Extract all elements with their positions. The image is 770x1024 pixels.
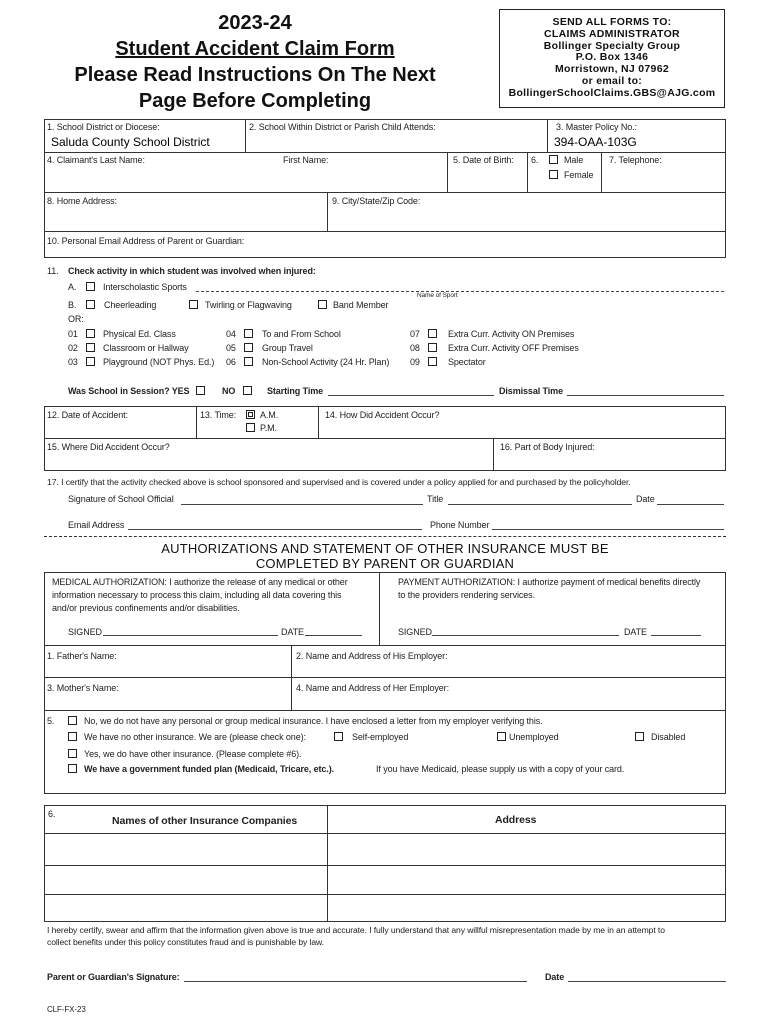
official-email-label: Email Address xyxy=(68,520,125,530)
father-name-label: 1. Father's Name: xyxy=(47,651,117,661)
affirmation-line: I hereby certify, swear and affirm that the information given above is true and accurate. I fully understand that any willful misrepresentation made by me in an attempt to xyxy=(47,925,665,935)
dismissal-time-line[interactable] xyxy=(567,395,724,396)
activity-num: 05 xyxy=(226,343,236,353)
government-plan-label: We have a government funded plan (Medicaid, Tricare, etc.). xyxy=(84,764,334,774)
cheerleading-checkbox[interactable] xyxy=(86,300,95,309)
pm-checkbox[interactable] xyxy=(246,423,255,432)
payment-signed-label: SIGNED xyxy=(398,627,432,637)
school-district-label: 1. School District or Diocese: xyxy=(47,122,160,132)
parent-signature-line[interactable] xyxy=(184,981,527,982)
parent-date-label: Date xyxy=(545,972,565,982)
official-title-label: Title xyxy=(427,494,444,504)
send-line: Bollinger Specialty Group xyxy=(543,39,681,52)
companies-number: 6. xyxy=(48,809,56,819)
school-in-session-question: Was School in Session? YES xyxy=(68,386,190,396)
send-line: CLAIMS ADMINISTRATOR xyxy=(544,27,680,40)
option-b-prefix: B. xyxy=(68,300,77,310)
school-official-signature-line[interactable] xyxy=(181,504,423,505)
payment-authorization-line: PAYMENT AUTHORIZATION: I authorize payment of medical benefits directly xyxy=(398,577,701,587)
parent-signature-label: Parent or Guardian's Signature: xyxy=(47,972,180,982)
has-other-insurance-label: Yes, we do have other insurance. (Please complete #6). xyxy=(84,749,302,759)
twirling-checkbox[interactable] xyxy=(189,300,198,309)
interscholastic-sports-label: Interscholastic Sports xyxy=(103,282,187,292)
government-plan-checkbox[interactable] xyxy=(68,764,77,773)
activity-num: 04 xyxy=(226,329,236,339)
unemployed-checkbox[interactable] xyxy=(497,732,506,741)
official-title-line[interactable] xyxy=(448,504,632,505)
gender-label: 6. xyxy=(531,155,539,165)
authorizations-heading-line-2: COMPLETED BY PARENT OR GUARDIAN xyxy=(255,556,515,571)
send-line: P.O. Box 1346 xyxy=(575,51,649,64)
mother-name-label: 3. Mother's Name: xyxy=(47,683,119,693)
claimant-last-name-label: 4. Claimant's Last Name: xyxy=(47,155,145,165)
activity-checkbox-03[interactable] xyxy=(86,357,95,366)
city-state-zip-label: 9. City/State/Zip Code: xyxy=(332,196,421,206)
female-checkbox[interactable] xyxy=(549,170,558,179)
activity-label: Physical Ed. Class xyxy=(103,329,176,339)
send-line: SEND ALL FORMS TO: xyxy=(552,16,672,28)
official-email-line[interactable] xyxy=(128,529,422,530)
band-member-checkbox[interactable] xyxy=(318,300,327,309)
how-accident-occurred-label: 14. How Did Accident Occur? xyxy=(325,410,440,420)
medical-date-line[interactable] xyxy=(305,635,362,636)
unemployed-label: Unemployed xyxy=(509,732,559,742)
name-of-sport-caption: Name of Sport xyxy=(417,292,458,299)
school-within-district-label: 2. School Within District or Parish Child Attends: xyxy=(249,122,436,132)
where-accident-occurred-label: 15. Where Did Accident Occur? xyxy=(47,442,170,452)
session-yes-checkbox[interactable] xyxy=(196,386,205,395)
send-line: Morristown, NJ 07962 xyxy=(555,63,669,76)
send-line: BollingerSchoolClaims.GBS@AJG.com xyxy=(508,86,716,99)
activity-checkbox-01[interactable] xyxy=(86,329,95,338)
self-employed-label: Self-employed xyxy=(352,732,409,742)
twirling-label: Twirling or Flagwaving xyxy=(205,300,292,310)
activity-num: 06 xyxy=(226,357,236,367)
medical-authorization-line: and/or previous confinements and/or disabilities. xyxy=(52,603,240,613)
first-name-label: First Name: xyxy=(283,155,329,165)
interscholastic-sports-checkbox[interactable] xyxy=(86,282,95,291)
send-forms-box xyxy=(499,9,725,108)
form-year: 2023-24 xyxy=(218,12,292,34)
starting-time-line[interactable] xyxy=(328,395,494,396)
or-label: OR: xyxy=(68,314,84,324)
official-date-line[interactable] xyxy=(657,504,724,505)
form-title: Student Accident Claim Form xyxy=(115,38,395,60)
activity-checkbox-02[interactable] xyxy=(86,343,95,352)
medical-authorization-line: information necessary to process this claim, including all data covering this xyxy=(52,590,342,600)
activity-label: Non-School Activity (24 Hr. Plan) xyxy=(262,357,390,367)
companies-address-header: Address xyxy=(495,814,537,826)
form-subtitle-line-1: Please Read Instructions On The Next xyxy=(74,64,436,86)
sport-name-line[interactable] xyxy=(196,291,724,292)
activity-label: To and From School xyxy=(262,329,341,339)
activity-checkbox-05[interactable] xyxy=(244,343,253,352)
no-insurance-label: No, we do not have any personal or group medical insurance. I have enclosed a letter from my employer verifying this. xyxy=(84,716,543,726)
no-other-insurance-label: We have no other insurance. We are (please check one): xyxy=(84,732,306,742)
dismissal-time-label: Dismissal Time xyxy=(499,386,563,396)
body-part-injured-label: 16. Part of Body Injured: xyxy=(500,442,595,452)
activity-checkbox-07[interactable] xyxy=(428,329,437,338)
activity-num: 02 xyxy=(68,343,78,353)
disabled-checkbox[interactable] xyxy=(635,732,644,741)
option-a-prefix: A. xyxy=(68,282,77,292)
payment-authorization-line: to the providers rendering services. xyxy=(398,590,535,600)
activity-label: Extra Curr. Activity OFF Premises xyxy=(448,343,579,353)
companies-name-header: Names of other Insurance Companies xyxy=(112,815,298,827)
am-label: A.M. xyxy=(260,410,279,420)
official-phone-label: Phone Number xyxy=(430,520,490,530)
activity-label: Playground (NOT Phys. Ed.) xyxy=(103,357,215,367)
authorizations-heading-line-1: AUTHORIZATIONS AND STATEMENT OF OTHER INSURANCE MUST BE xyxy=(161,541,609,556)
activity-heading: Check activity in which student was involved when injured: xyxy=(68,266,316,276)
activity-num: 08 xyxy=(410,343,420,353)
school-official-signature-label: Signature of School Official xyxy=(68,494,174,504)
am-checkmark-icon xyxy=(248,412,253,417)
telephone-label: 7. Telephone: xyxy=(609,155,662,165)
disabled-label: Disabled xyxy=(651,732,686,742)
date-of-birth-label: 5. Date of Birth: xyxy=(453,155,514,165)
self-employed-checkbox[interactable] xyxy=(334,732,343,741)
pm-label: P.M. xyxy=(260,423,277,433)
starting-time-label: Starting Time xyxy=(267,386,324,396)
activity-label: Extra Curr. Activity ON Premises xyxy=(448,329,575,339)
payment-signature-line[interactable] xyxy=(432,635,619,636)
medical-authorization-line: MEDICAL AUTHORIZATION: I authorize the release of any medical or other xyxy=(52,577,348,587)
male-label: Male xyxy=(564,155,584,165)
parent-email-label: 10. Personal Email Address of Parent or Guardian: xyxy=(47,236,245,246)
male-checkbox[interactable] xyxy=(549,155,558,164)
session-no-label: NO xyxy=(222,386,236,396)
activity-num: 07 xyxy=(410,329,420,339)
activity-checkbox-08[interactable] xyxy=(428,343,437,352)
has-other-insurance-checkbox[interactable] xyxy=(68,749,77,758)
master-policy-label: 3. Master Policy No.: xyxy=(556,122,637,132)
official-phone-line[interactable] xyxy=(492,529,724,530)
session-no-checkbox[interactable] xyxy=(243,386,252,395)
activity-label: Classroom or Hallway xyxy=(103,343,189,353)
time-label: 13. Time: xyxy=(200,410,237,420)
activity-checkbox-06[interactable] xyxy=(244,357,253,366)
payment-date-line[interactable] xyxy=(651,635,701,636)
send-line: or email to: xyxy=(581,74,643,87)
father-employer-label: 2. Name and Address of His Employer: xyxy=(296,651,448,661)
medical-date-label: DATE xyxy=(281,627,304,637)
activity-num: 09 xyxy=(410,357,420,367)
activity-checkbox-09[interactable] xyxy=(428,357,437,366)
official-date-label: Date xyxy=(636,494,655,504)
activity-label: Group Travel xyxy=(262,343,313,353)
insurance-number: 5. xyxy=(47,716,55,726)
mother-employer-label: 4. Name and Address of Her Employer: xyxy=(296,683,449,693)
no-insurance-checkbox[interactable] xyxy=(68,716,77,725)
home-address-label: 8. Home Address: xyxy=(47,196,117,206)
school-district-value[interactable]: Saluda County School District xyxy=(51,135,210,149)
activity-label: Spectator xyxy=(448,357,486,367)
payment-date-label: DATE xyxy=(624,627,647,637)
affirmation-line: collect benefits under this policy constitutes fraud and is punishable by law. xyxy=(47,937,324,947)
female-label: Female xyxy=(564,170,594,180)
band-member-label: Band Member xyxy=(333,300,389,310)
activity-num: 01 xyxy=(68,329,78,339)
certification-statement: 17. I certify that the activity checked above is school sponsored and supervised and is covered under a policy applied for and purchased by the policyholder. xyxy=(47,477,631,487)
activity-num: 03 xyxy=(68,357,78,367)
activity-checkbox-04[interactable] xyxy=(244,329,253,338)
form-code: CLF-FX-23 xyxy=(47,1005,86,1014)
no-other-insurance-checkbox[interactable] xyxy=(68,732,77,741)
master-policy-value[interactable]: 394-OAA-103G xyxy=(554,135,637,149)
date-of-accident-label: 12. Date of Accident: xyxy=(47,410,128,420)
medicaid-note: If you have Medicaid, please supply us with a copy of your card. xyxy=(376,764,625,774)
activity-number: 11. xyxy=(47,266,59,276)
cheerleading-label: Cheerleading xyxy=(104,300,157,310)
form-subtitle-line-2: Page Before Completing xyxy=(138,90,372,112)
medical-signed-label: SIGNED xyxy=(68,627,102,637)
section-divider xyxy=(44,536,726,539)
parent-date-line[interactable] xyxy=(568,981,726,982)
medical-signature-line[interactable] xyxy=(103,635,278,636)
